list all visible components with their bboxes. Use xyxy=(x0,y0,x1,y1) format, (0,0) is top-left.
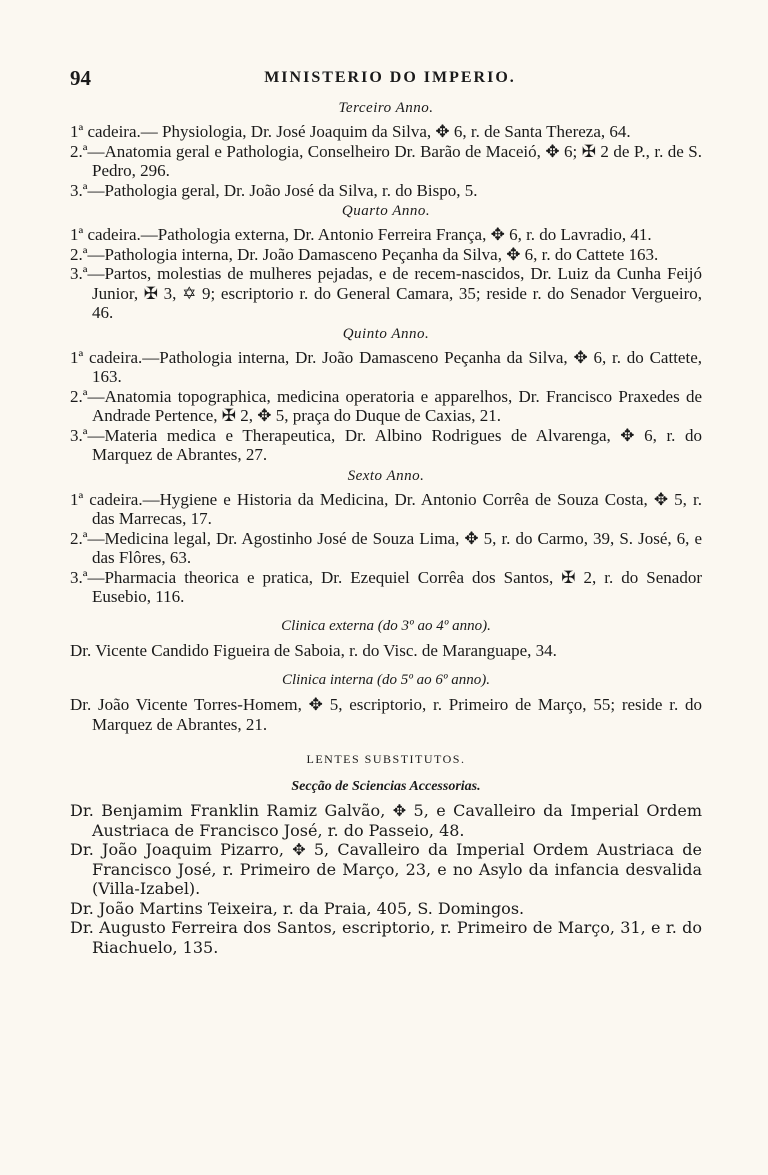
lentes-subtitle: Secção de Sciencias Accessorias. xyxy=(291,778,481,794)
list-item: 1ª cadeira.—Hygiene e Historia da Medicina, Dr. Antonio Corrêa de Souza Costa, ✥ 5, r. das Marrecas, 17. xyxy=(70,489,702,528)
lentes-list xyxy=(70,801,702,957)
clinica-externa-title: Clinica externa (do 3º ao 4º anno). xyxy=(281,617,491,634)
list-item: 1ª cadeira.—Pathologia interna, Dr. João Damasceno Peçanha da Silva, ✥ 6, r. do Cattete, 163. xyxy=(70,347,702,386)
list-item: Dr. Augusto Ferreira dos Santos, escriptorio, r. Primeiro de Março, 31, e r. do Riachuelo, 135. xyxy=(70,918,702,957)
list-item: 3.ª—Pharmacia theorica e pratica, Dr. Ezequiel Corrêa dos Santos, ✠ 2, r. do Senador Eusebio, 116. xyxy=(70,567,702,606)
list-item: 3.ª—Pathologia geral, Dr. João José da Silva, r. do Bispo, 5. xyxy=(70,180,478,200)
list-item: 2.ª—Anatomia topographica, medicina operatoria e apparelhos, Dr. Francisco Praxedes de Andrade Pertence, ✠ 2, ✥ 5, praça do Duque de Caxias, 21. xyxy=(70,386,702,425)
page-number: 94 xyxy=(70,66,91,90)
clinica-externa-entry: Dr. Vicente Candido Figueira de Saboia, r. do Visc. de Maranguape, 34. xyxy=(70,641,557,660)
list-item: 2.ª—Medicina legal, Dr. Agostinho José de Souza Lima, ✥ 5, r. do Carmo, 39, S. José, 6, e das Flôres, 63. xyxy=(70,528,702,567)
list-item: Dr. Benjamim Franklin Ramiz Galvão, ✥ 5, e Cavalleiro da Imperial Ordem Austriaca de Francisco José, r. do Passeio, 48. xyxy=(70,801,702,840)
page-header xyxy=(70,66,710,90)
section-title-quarto: Quarto Anno. xyxy=(341,203,431,219)
list-item: 2.ª—Anatomia geral e Pathologia, Conselheiro Dr. Barão de Maceió, ✥ 6; ✠ 2 de P., r. de S. Pedro, 296. xyxy=(70,141,702,180)
running-title: MINISTERIO DO IMPERIO. xyxy=(264,69,516,86)
list-item: 2.ª—Pathologia interna, Dr. João Damasceno Peçanha da Silva, ✥ 6, r. do Cattete 163. xyxy=(70,244,659,264)
list-item: 3.ª—Partos, molestias de mulheres pejadas, e de recem-nascidos, Dr. Luiz da Cunha Feijó Junior, ✠ 3, ✡ 9; escriptorio r. do General Camara, 35; reside r. do Senador Vergueiro, 46. xyxy=(70,264,702,322)
list-item: 1ª cadeira.—Pathologia externa, Dr. Antonio Ferreira França, ✥ 6, r. do Lavradio, 41. xyxy=(70,225,652,244)
section-title-sexto: Sexto Anno. xyxy=(347,467,425,484)
list-item: 1ª cadeira.— Physiologia, Dr. José Joaquim da Silva, ✥ 6, r. de Santa Thereza, 64. xyxy=(70,122,631,141)
section-title-terceiro: Terceiro Anno. xyxy=(338,100,434,116)
list-item: Dr. João Joaquim Pizarro, ✥ 5, Cavalleiro da Imperial Ordem Austriaca de Francisco José, r. Primeiro de Março, 23, e no Asylo da infancia desvalida (Villa-Izabel). xyxy=(70,840,702,898)
lentes-title: LENTES SUBSTITUTOS. xyxy=(306,752,466,766)
page-body xyxy=(70,97,702,957)
section-title-quinto: Quinto Anno. xyxy=(342,325,430,342)
clinica-interna-entry: Dr. João Vicente Torres-Homem, ✥ 5, escriptorio, r. Primeiro de Março, 55; reside r. do Marquez de Abrantes, 21. xyxy=(70,695,702,734)
list-item: 3.ª—Materia medica e Therapeutica, Dr. Albino Rodrigues de Alvarenga, ✥ 6, r. do Marquez de Abrantes, 27. xyxy=(70,425,702,464)
clinica-interna-title: Clinica interna (do 5º ao 6º anno). xyxy=(281,671,491,688)
list-item: Dr. João Martins Teixeira, r. da Praia, 405, S. Domingos. xyxy=(70,898,525,918)
